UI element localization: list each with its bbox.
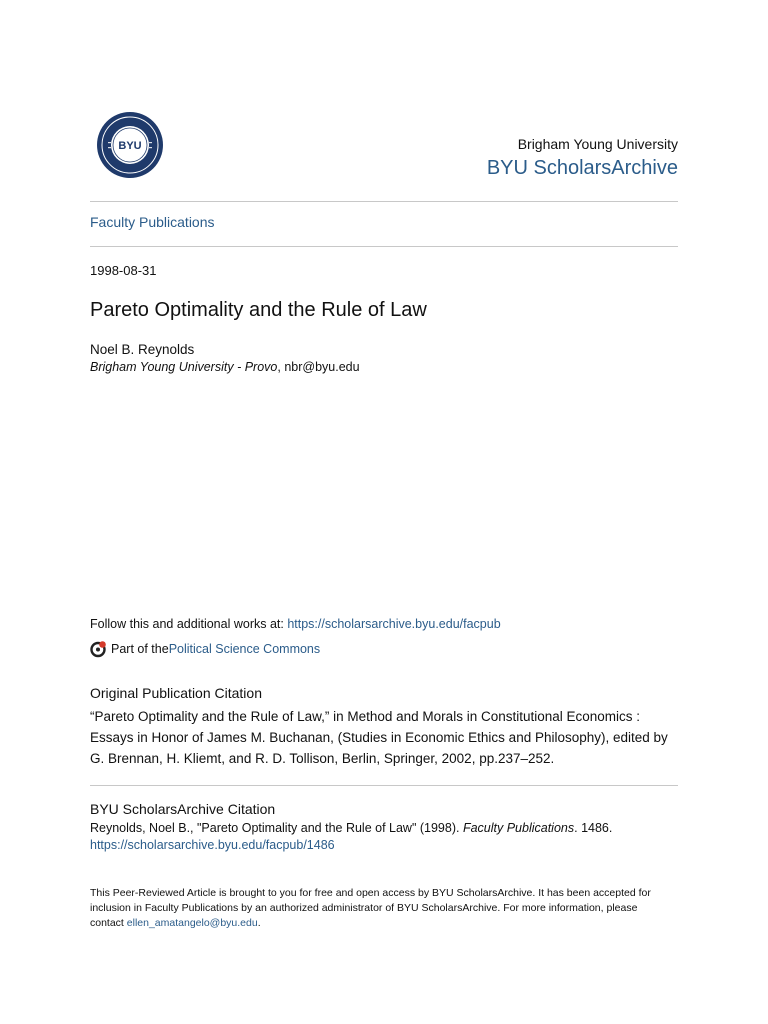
network-commons-icon (90, 640, 108, 658)
divider (90, 201, 678, 202)
archive-citation-body (90, 820, 612, 854)
seal-text: BYU (118, 140, 142, 152)
author-affiliation: Brigham Young University - Provo (90, 360, 278, 374)
divider (90, 246, 678, 247)
footer-end: . (257, 917, 261, 929)
archive-citation-line (90, 820, 612, 837)
author-name: Noel B. Reynolds (90, 342, 195, 357)
citation-series: Faculty Publications (462, 821, 575, 835)
archive-citation-heading: BYU ScholarsArchive Citation (90, 801, 276, 817)
citation-post: . 1486. (574, 821, 613, 835)
citation-pre: Reynolds, Noel B., "Pareto Optimality and the Rule of Law" (1998). (90, 821, 463, 835)
follow-text: Follow this and additional works at: (90, 617, 288, 631)
follow-line (90, 617, 501, 631)
author-email: nbr@byu.edu (284, 360, 360, 374)
commons-link[interactable]: Political Science Commons (168, 642, 321, 656)
divider (90, 785, 678, 786)
institution-name: Brigham Young University (517, 136, 678, 152)
publication-date: 1998-08-31 (90, 263, 157, 278)
original-citation-body: “Pareto Optimality and the Rule of Law,” in Method and Morals in Constitutional Economics : Essays in Honor of James M. Buchanan, (Studies in Economic Ethics and Philosophy), edited by G. Brennan, H. Kliemt, and R. D. Tollison, Berlin, Springer, 2002, pp.237–252. (90, 709, 668, 766)
byu-seal-logo (96, 111, 164, 179)
part-of-text: Part of the (111, 642, 169, 656)
contact-email-link[interactable]: ellen_amatangelo@byu.edu (126, 917, 258, 929)
collection-link[interactable]: Faculty Publications (90, 214, 215, 230)
email-separator: , (277, 360, 285, 374)
author-affiliation-line (90, 360, 360, 374)
footer-notice (90, 886, 670, 931)
repository-link[interactable]: BYU ScholarsArchive (486, 157, 678, 179)
citation-url-link[interactable]: https://scholarsarchive.byu.edu/facpub/1486 (90, 838, 335, 852)
original-citation-heading: Original Publication Citation (90, 685, 262, 701)
part-of-line (90, 640, 320, 658)
collection-url-link[interactable]: https://scholarsarchive.byu.edu/facpub (287, 617, 501, 631)
footer-text: This Peer-Reviewed Article is brought to you for free and open access by BYU ScholarsArchive. It has been accepted for inclusion in Faculty Publications by an authorized administrator of BYU ScholarsArchive. For more information, please contact (90, 887, 651, 929)
page-title: Pareto Optimality and the Rule of Law (90, 299, 427, 321)
